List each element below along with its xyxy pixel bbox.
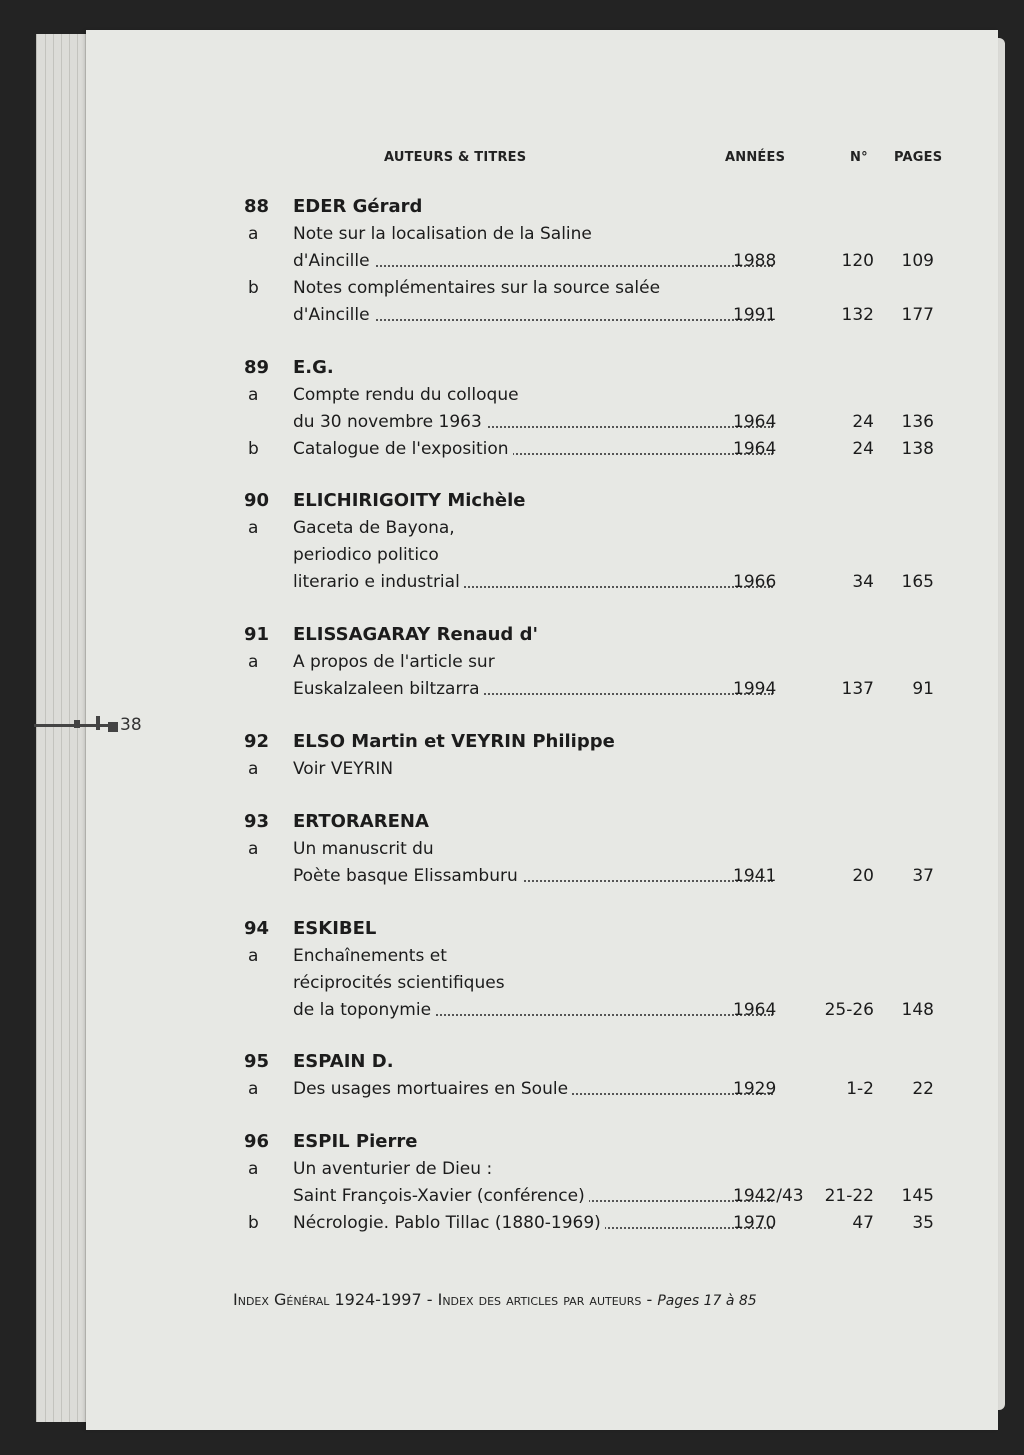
entry-number: 91	[244, 624, 270, 645]
item-year: 1991	[733, 305, 777, 325]
item-title-text: Un manuscrit du	[293, 839, 434, 859]
item-issue-number: 20	[852, 866, 874, 886]
entry-author: E.G.	[293, 357, 334, 378]
item-year: 1964	[733, 439, 777, 459]
item-letter: a	[248, 759, 259, 779]
item-title-text: Un aventurier de Dieu :	[293, 1159, 493, 1179]
item-issue-number: 120	[841, 251, 874, 271]
item-issue-number: 34	[852, 572, 874, 592]
item-page: 145	[901, 1186, 934, 1206]
item-year: 1942/43	[733, 1186, 804, 1206]
item-page: 177	[901, 305, 934, 325]
item-title-text: Catalogue de l'exposition	[293, 439, 513, 459]
item-title-line	[293, 1159, 492, 1179]
entry-author: ESKIBEL	[293, 918, 377, 939]
entry-number: 89	[244, 357, 270, 378]
entry-author: ESPIL Pierre	[293, 1131, 418, 1152]
entry-author: ELSO Martin et VEYRIN Philippe	[293, 731, 615, 752]
item-title-line	[293, 439, 777, 459]
item-title-line	[293, 652, 495, 672]
item-title-text: d'Aincille	[293, 305, 374, 325]
item-page: 138	[901, 439, 934, 459]
item-title-text: Gaceta de Bayona,	[293, 518, 455, 538]
item-year: 1966	[733, 572, 777, 592]
item-title-line	[293, 385, 519, 405]
item-title-line	[293, 1000, 777, 1020]
entry-number: 92	[244, 731, 270, 752]
entry-author: ELICHIRIGOITY Michèle	[293, 490, 526, 511]
item-title-text: Compte rendu du colloque	[293, 385, 519, 405]
item-issue-number: 21-22	[824, 1186, 874, 1206]
item-title-line	[293, 973, 505, 993]
item-title-line	[293, 1213, 777, 1233]
entry-number: 95	[244, 1051, 270, 1072]
item-title-text: Note sur la localisation de la Saline	[293, 224, 592, 244]
entry-author: ELISSAGARAY Renaud d'	[293, 624, 538, 645]
item-title-line	[293, 866, 777, 886]
item-page: 22	[912, 1079, 934, 1099]
item-letter: b	[248, 278, 259, 298]
item-letter: b	[248, 439, 259, 459]
item-title-line	[293, 679, 777, 699]
item-page: 37	[912, 866, 934, 886]
item-title-text: d'Aincille	[293, 251, 374, 271]
item-year: 1970	[733, 1213, 777, 1233]
item-letter: a	[248, 652, 259, 672]
item-title-text: Enchaînements et	[293, 946, 447, 966]
item-letter: a	[248, 385, 259, 405]
item-title-line	[293, 759, 393, 779]
entry-author: ESPAIN D.	[293, 1051, 394, 1072]
item-title-text: du 30 novembre 1963	[293, 412, 486, 432]
item-title-text: Voir VEYRIN	[293, 759, 394, 779]
item-issue-number: 47	[852, 1213, 874, 1233]
item-title-line	[293, 1079, 777, 1099]
item-issue-number: 24	[852, 412, 874, 432]
entry-author: ERTORARENA	[293, 811, 429, 832]
thumb-index-tab	[34, 716, 118, 736]
item-title-line	[293, 545, 439, 565]
header-years: ANNÉES	[725, 150, 786, 165]
item-title-text: Saint François-Xavier (conférence)	[293, 1186, 589, 1206]
entry-number: 94	[244, 918, 270, 939]
entry-author: EDER Gérard	[293, 196, 423, 217]
item-year: 1988	[733, 251, 777, 271]
item-title-text: A propos de l'article sur	[293, 652, 495, 672]
item-title-line	[293, 572, 777, 592]
entry-number: 90	[244, 490, 270, 511]
item-issue-number: 137	[841, 679, 874, 699]
item-title-text: Nécrologie. Pablo Tillac (1880-1969)	[293, 1213, 605, 1233]
item-page: 35	[912, 1213, 934, 1233]
entry-number: 93	[244, 811, 270, 832]
footer-text: Index Général 1924-1997 - Index des articles par auteurs -	[233, 1290, 658, 1309]
item-issue-number: 25-26	[824, 1000, 874, 1020]
item-year: 1929	[733, 1079, 777, 1099]
item-year: 1964	[733, 1000, 777, 1020]
header-number: N°	[850, 150, 868, 165]
item-issue-number: 132	[841, 305, 874, 325]
item-title-line	[293, 1186, 804, 1206]
item-title-line	[293, 946, 447, 966]
header-authors-titles: AUTEURS & TITRES	[384, 150, 527, 165]
item-title-text: Notes complémentaires sur la source salée	[293, 278, 661, 298]
item-letter: a	[248, 224, 259, 244]
item-letter: a	[248, 518, 259, 538]
item-page: 136	[901, 412, 934, 432]
footer-page-range: Pages 17 à 85	[657, 1293, 757, 1309]
item-title-line	[293, 251, 777, 271]
item-title-line	[293, 305, 777, 325]
header-pages: PAGES	[894, 150, 943, 165]
item-title-text: literario e industrial	[293, 572, 464, 592]
item-year: 1941	[733, 866, 777, 886]
item-issue-number: 1-2	[846, 1079, 874, 1099]
item-title-text: réciprocités scientifiques	[293, 973, 505, 993]
item-letter: b	[248, 1213, 259, 1233]
item-title-text: de la toponymie	[293, 1000, 435, 1020]
item-page: 165	[901, 572, 934, 592]
item-title-line	[293, 839, 434, 859]
item-title-line	[293, 278, 660, 298]
item-title-line	[293, 412, 777, 432]
item-title-text: periodico politico	[293, 545, 439, 565]
item-year: 1964	[733, 412, 777, 432]
item-letter: a	[248, 839, 259, 859]
item-letter: a	[248, 1159, 259, 1179]
item-title-text: Euskalzaleen biltzarra	[293, 679, 484, 699]
item-title-text: Poète basque Elissamburu	[293, 866, 522, 886]
item-title-line	[293, 224, 592, 244]
item-page: 91	[912, 679, 934, 699]
item-page: 148	[901, 1000, 934, 1020]
entry-number: 96	[244, 1131, 270, 1152]
item-title-text: Des usages mortuaires en Soule	[293, 1079, 572, 1099]
page-footer	[233, 1290, 757, 1309]
item-letter: a	[248, 1079, 259, 1099]
item-title-line	[293, 518, 455, 538]
tab-page-number: 38	[120, 715, 142, 735]
item-page: 109	[901, 251, 934, 271]
item-letter: a	[248, 946, 259, 966]
item-issue-number: 24	[852, 439, 874, 459]
entry-number: 88	[244, 196, 270, 217]
item-year: 1994	[733, 679, 777, 699]
